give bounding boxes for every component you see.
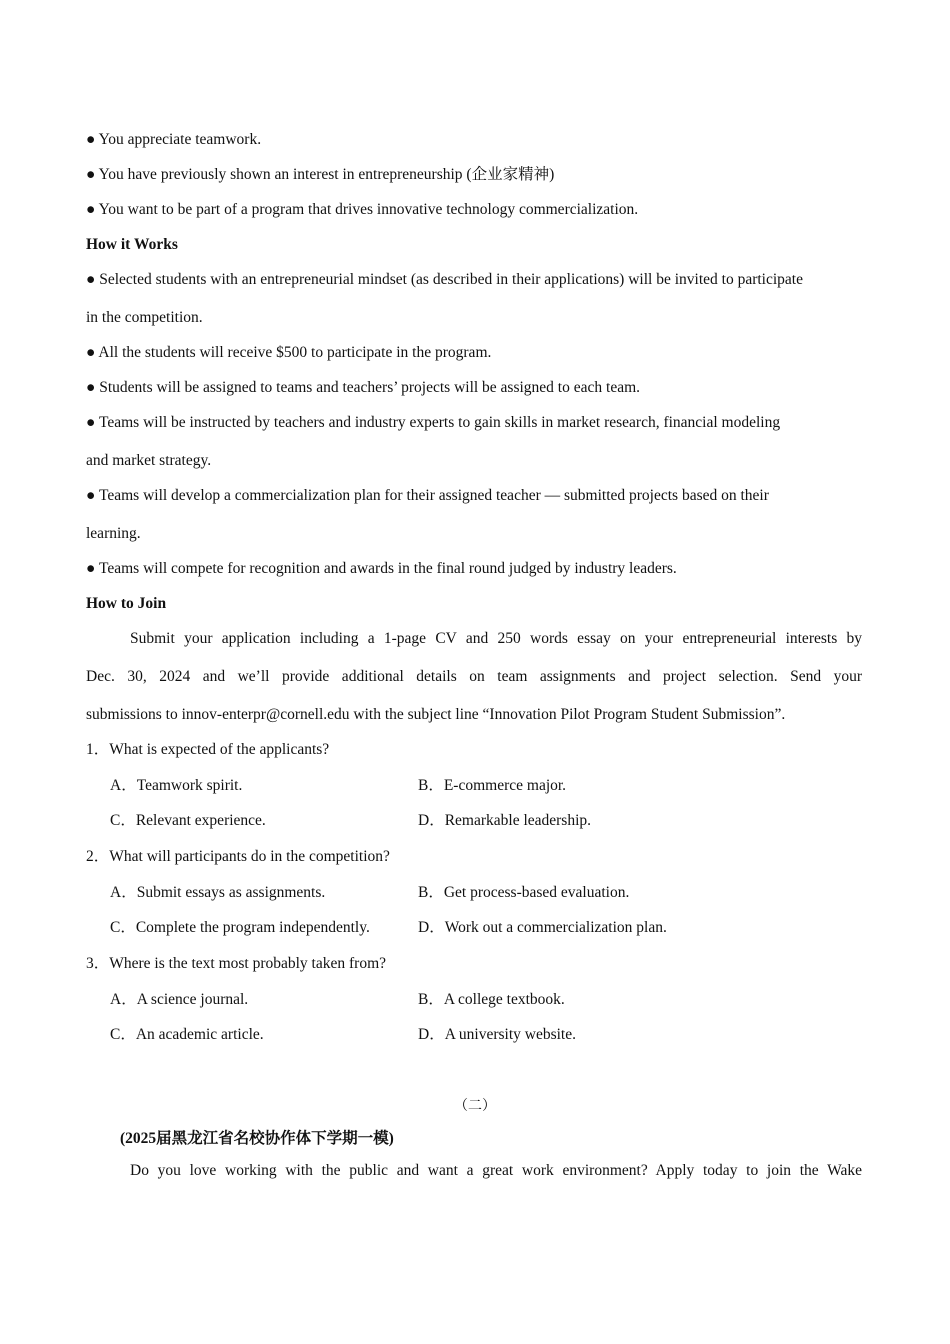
join-paragraph-line-2: Dec. 30, 2024 and we’ll provide additional details on team assignments and project selection. Send your [86, 668, 862, 685]
section-2-source: (2025届黑龙江省名校协作体下学期一模) [120, 1130, 394, 1147]
works-bullet-5-line-2: learning. [86, 525, 141, 542]
heading-how-to-join: How to Join [86, 595, 167, 612]
bullet-teamwork: ● You appreciate teamwork. [86, 131, 262, 148]
works-bullet-6: ● Teams will compete for recognition and awards in the final round judged by industry leaders. [86, 560, 677, 577]
works-bullet-4-line-2: and market strategy. [86, 452, 212, 469]
question-3-option-d[interactable]: D．A university website. [418, 1026, 576, 1043]
question-1-option-d[interactable]: D．Remarkable leadership. [418, 812, 592, 829]
question-3-option-b[interactable]: B．A college textbook. [418, 991, 565, 1008]
bullet-commercialization: ● You want to be part of a program that drives innovative technology commercialization. [86, 201, 639, 218]
question-3-stem: 3．Where is the text most probably taken from? [86, 955, 387, 972]
bullet-entrepreneurship: ● You have previously shown an interest in entrepreneurship (企业家精神) [86, 166, 555, 183]
question-1-stem: 1．What is expected of the applicants? [86, 741, 330, 758]
section-2-label: （二） [454, 1099, 496, 1114]
question-2-option-b[interactable]: B．Get process-based evaluation. [418, 884, 630, 901]
works-bullet-3: ● Students will be assigned to teams and teachers’ projects will be assigned to each team. [86, 379, 641, 396]
section-2-paragraph-line-1: Do you love working with the public and want a great work environment? Apply today to join the Wake [130, 1162, 862, 1179]
question-3-option-a[interactable]: A．A science journal. [110, 991, 249, 1008]
question-1-option-c[interactable]: C．Relevant experience. [110, 812, 266, 829]
question-1-option-b[interactable]: B．E-commerce major. [418, 777, 567, 794]
works-bullet-5-line-1: ● Teams will develop a commercialization plan for their assigned teacher — submitted projects based on their [86, 487, 769, 504]
question-3-option-c[interactable]: C．An academic article. [110, 1026, 264, 1043]
question-1-option-a[interactable]: A．Teamwork spirit. [110, 777, 243, 794]
question-2-stem: 2．What will participants do in the competition? [86, 848, 390, 865]
works-bullet-4-line-1: ● Teams will be instructed by teachers and industry experts to gain skills in market research, financial modeling [86, 414, 781, 431]
works-bullet-2: ● All the students will receive $500 to participate in the program. [86, 344, 492, 361]
works-bullet-1-line-2: in the competition. [86, 309, 203, 326]
question-2-option-d[interactable]: D．Work out a commercialization plan. [418, 919, 667, 936]
join-paragraph-line-3: submissions to innov-enterpr@cornell.edu with the subject line “Innovation Pilot Program Student Submission”. [86, 706, 786, 723]
question-2-option-a[interactable]: A．Submit essays as assignments. [110, 884, 326, 901]
question-2-option-c[interactable]: C．Complete the program independently. [110, 919, 370, 936]
heading-how-it-works: How it Works [86, 236, 178, 253]
join-paragraph-line-1: Submit your application including a 1-page CV and 250 words essay on your entrepreneurial interests by [130, 630, 862, 647]
works-bullet-1-line-1: ● Selected students with an entrepreneurial mindset (as described in their applications) will be invited to participate [86, 271, 803, 288]
